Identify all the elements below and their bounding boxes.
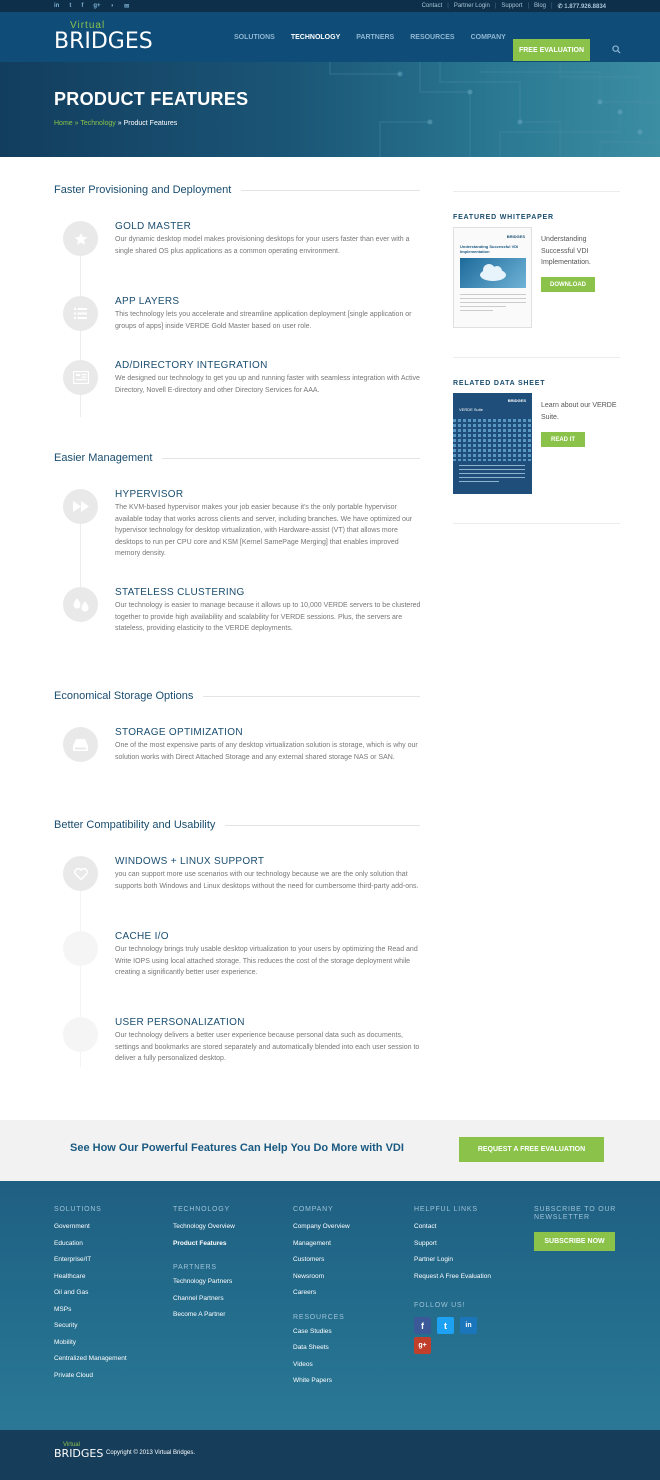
top-bar (0, 0, 660, 12)
footer-link[interactable]: Enterprise/IT (54, 1256, 92, 1263)
footer-link[interactable]: Technology Partners (173, 1278, 233, 1285)
footer-company (293, 1206, 350, 1390)
section-heading (54, 819, 420, 831)
divider (241, 190, 420, 191)
footer-heading: PARTNERS (173, 1264, 217, 1271)
footer-link[interactable]: Healthcare (54, 1272, 86, 1280)
feature-title: STORAGE OPTIMIZATION (115, 727, 243, 738)
request-evaluation-button[interactable]: REQUEST A FREE EVALUATION (459, 1137, 604, 1162)
footer-link[interactable]: Newsroom (293, 1272, 325, 1280)
twitter-icon[interactable]: t (69, 2, 72, 9)
footer-link[interactable]: Videos (293, 1360, 313, 1368)
footer-link[interactable]: Education (54, 1239, 83, 1247)
footer-link[interactable]: MSPs (54, 1305, 72, 1313)
nav-item-company[interactable]: COMPANY (470, 33, 506, 41)
separator: | (527, 3, 529, 9)
datasheet-thumbnail[interactable] (453, 393, 532, 494)
breadcrumb-separator: » (117, 120, 122, 127)
breadcrumb-current: Product Features (123, 120, 178, 127)
sidebar-divider (453, 357, 620, 358)
feature-title: AD/DIRECTORY INTEGRATION (115, 360, 268, 371)
phone-text: 1.877.926.8834 (564, 3, 606, 10)
thumb-brand: BRIDGES (507, 398, 526, 403)
phone-icon: ✆ (557, 3, 565, 10)
copyright-text: Copyright © 2013 Virtual Bridges. (106, 1450, 196, 1456)
search-icon[interactable] (612, 45, 621, 54)
page-hero (0, 62, 660, 157)
logo-top: Virtual (70, 20, 106, 31)
facebook-icon[interactable]: f (81, 2, 84, 9)
footer-technology (173, 1206, 235, 1324)
logo-bottom: BRIDGES (54, 29, 153, 54)
feature-description: One of the most expensive parts of any desktop virtualization solution is storage, which is why our solution works with Direct Attached Storage and any external shared storage NAS or SAN. (115, 742, 418, 761)
feature-description: Our technology delivers a better user experience because personal data such as documents, settings and bookmarks are stored separately and automatically blended into each user session to deliver a fully personalized desktop. (115, 1032, 420, 1063)
footer-link[interactable]: Partner Login (414, 1256, 454, 1263)
feature-description: Our technology is easier to manage because it allows up to 10,000 VERDE servers to be clustered together to provide high availability and scalability for VERDE sessions. Plus, the servers are stateless, providing elasticity to the VERDE deployments. (115, 602, 421, 633)
datasheet-description: Learn about our VERDE Suite. (541, 402, 617, 421)
footer-heading: SUBSCRIBE TO OUR NEWSLETTER (534, 1206, 617, 1221)
footer-link[interactable]: Careers (293, 1289, 317, 1296)
footer-link[interactable]: Customers (293, 1256, 325, 1263)
linkedin-icon[interactable]: in (460, 1317, 477, 1334)
site-logo[interactable] (54, 21, 153, 53)
feature-description: We designed our technology to get you up and running faster with seamless integration with Active Directory, Novell E-directory and other Directory Services for AAA. (115, 375, 420, 394)
footer-heading: TECHNOLOGY (173, 1206, 231, 1213)
directory-icon (63, 360, 98, 395)
page-title: PRODUCT FEATURES (54, 89, 249, 109)
free-evaluation-button[interactable]: FREE EVALUATION (513, 39, 590, 61)
separator: | (447, 3, 449, 9)
thumb-text-lines (460, 294, 526, 311)
thumb-text-lines (459, 465, 525, 482)
feature-title: HYPERVISOR (115, 489, 184, 500)
mail-icon[interactable]: ✉ (124, 3, 130, 10)
cta-text: See How Our Powerful Features Can Help You Do More with VDI (70, 1142, 404, 1154)
main-content (0, 157, 660, 1120)
social-links (54, 3, 129, 10)
footer-link[interactable]: Centralized Management (54, 1355, 127, 1362)
footer-link[interactable]: Company Overview (293, 1223, 350, 1230)
thumb-title: VERDE Suite (459, 407, 484, 412)
bottom-bar (0, 1430, 660, 1480)
footer-link[interactable]: Government (54, 1223, 90, 1230)
read-it-button[interactable]: READ IT (541, 432, 585, 447)
divider (162, 458, 420, 459)
nav-item-resources[interactable]: RESOURCES (410, 33, 455, 41)
partner-login-link[interactable]: Partner Login (453, 3, 490, 9)
site-footer (0, 1181, 660, 1430)
footer-solutions (54, 1206, 127, 1384)
star-icon (63, 221, 98, 256)
footer-heading: COMPANY (293, 1206, 334, 1213)
fast-forward-icon (63, 489, 98, 524)
thumb-image (460, 258, 526, 288)
breadcrumb (54, 120, 177, 127)
divider (203, 696, 420, 697)
related-datasheet-heading: RELATED DATA SHEET (453, 380, 546, 387)
cache-icon (63, 931, 98, 966)
feature-description: This technology lets you accelerate and streamline application deployment [single application or groups of apps] inside VERDE Gold Master based on user role. (115, 311, 412, 330)
twitter-icon[interactable]: t (437, 1317, 454, 1334)
top-links (422, 3, 606, 10)
nav-item-solutions[interactable]: SOLUTIONS (234, 33, 275, 41)
facebook-icon[interactable]: f (414, 1317, 431, 1334)
sidebar-divider (453, 191, 620, 192)
footer-heading: RESOURCES (293, 1313, 345, 1321)
footer-link[interactable]: Oil and Gas (54, 1289, 89, 1296)
thumb-pattern (453, 419, 532, 461)
feature-title: APP LAYERS (115, 296, 180, 307)
feature-title: USER PERSONALIZATION (115, 1017, 245, 1028)
feature-description: Our dynamic desktop model makes provisioning desktops for your users faster than ever with a single shared OS plus applications as a common operating environment. (115, 236, 410, 255)
user-icon (63, 1017, 98, 1052)
download-button[interactable]: DOWNLOAD (541, 277, 595, 292)
cloud-icon (460, 258, 526, 288)
footer-heading: SOLUTIONS (54, 1206, 102, 1213)
logo-top: Virtual (63, 1442, 80, 1448)
feature-title: CACHE I/O (115, 931, 169, 942)
footer-link[interactable]: Security (54, 1322, 78, 1329)
footer-link[interactable]: Technology Overview (173, 1223, 235, 1230)
footer-link-active[interactable]: Product Features (173, 1239, 227, 1247)
drive-icon (63, 727, 98, 762)
featured-whitepaper-heading: FEATURED WHITEPAPER (453, 214, 554, 221)
phone-number[interactable] (558, 3, 606, 10)
feature-description: you can support more use scenarios with our technology because we are the only solution that supports both Windows and Linux desktops without the need for cumbersome third-party add-ons. (115, 871, 419, 890)
breadcrumb-home[interactable]: Home (54, 120, 73, 127)
blog-link[interactable]: Blog (534, 3, 547, 9)
contact-link[interactable]: Contact (421, 3, 443, 9)
main-nav (234, 12, 506, 62)
thumb-brand: BRIDGES (506, 234, 525, 239)
footer-logo[interactable] (54, 1442, 103, 1459)
list-icon (63, 296, 98, 331)
footer-link[interactable]: Mobility (54, 1338, 77, 1346)
follow-us-heading: FOLLOW US! (414, 1302, 466, 1309)
breadcrumb-separator: » (74, 120, 79, 127)
feature-title: WINDOWS + LINUX SUPPORT (115, 856, 265, 867)
sidebar-divider (453, 523, 620, 524)
divider (225, 825, 420, 826)
nav-item-partners[interactable]: PARTNERS (356, 33, 395, 41)
footer-link[interactable]: Private Cloud (54, 1371, 94, 1379)
feature-description: Our technology brings truly usable desktop virtualization to your users by optimizing the Read and Write IOPS using local attached storage. This reduces the cost of the storage deployment while creating a significantly better user experience. (115, 946, 418, 977)
googleplus-icon[interactable]: g+ (93, 2, 101, 9)
support-link[interactable]: Support (501, 3, 523, 9)
feature-description: The KVM-based hypervisor makes your job easier because it's the only portable hypervisor available today that works across clients and server, including branches. We have optimized our hypervisor technology for desktop virtualization, with Hardware-assist (VT) that allows more desktops to run per CPU core and KSM [Kernel SamePage Merging] that enables improved memory density. (115, 504, 413, 558)
whitepaper-description: Understanding Successful VDI Implementation. (541, 236, 591, 266)
heart-icon (63, 856, 98, 891)
section-heading (54, 452, 420, 464)
footer-helpful-links (414, 1206, 491, 1285)
section-title: Better Compatibility and Usability (54, 819, 216, 831)
feature-title: GOLD MASTER (115, 221, 192, 232)
footer-heading: HELPFUL LINKS (414, 1206, 478, 1213)
separator: | (494, 3, 497, 9)
separator: | (551, 3, 553, 9)
linkedin-icon[interactable]: in (54, 2, 60, 9)
footer-link[interactable]: Channel Partners (173, 1294, 224, 1302)
logo-bottom: BRIDGES (54, 1447, 104, 1460)
footer-link[interactable]: Become A Partner (173, 1311, 226, 1318)
thumb-title: Understanding Successful VDI Implementation (460, 244, 519, 254)
googleplus-icon[interactable]: g+ (414, 1337, 431, 1354)
footer-newsletter (534, 1206, 620, 1227)
cta-band (0, 1120, 660, 1181)
footer-link[interactable]: Support (414, 1239, 437, 1247)
footer-link[interactable]: Management (293, 1239, 331, 1247)
section-title: Economical Storage Options (54, 690, 194, 702)
section-title: Faster Provisioning and Deployment (54, 184, 232, 196)
whitepaper-thumbnail[interactable] (453, 227, 532, 328)
breadcrumb-technology[interactable]: Technology (80, 120, 116, 127)
rss-icon[interactable]: ◗ (110, 2, 115, 9)
footer-link[interactable]: Contact (414, 1223, 437, 1230)
footer-link[interactable]: White Papers (293, 1377, 333, 1384)
nav-item-technology[interactable]: TECHNOLOGY (290, 33, 341, 41)
drops-icon (63, 587, 98, 622)
site-header (0, 12, 660, 62)
footer-link[interactable]: Request A Free Evaluation (414, 1272, 491, 1280)
section-title: Easier Management (54, 452, 153, 464)
section-heading (54, 184, 420, 196)
section-heading (54, 690, 420, 702)
feature-title: STATELESS CLUSTERING (115, 587, 245, 598)
footer-link[interactable]: Case Studies (293, 1327, 332, 1335)
subscribe-button[interactable]: SUBSCRIBE NOW (534, 1232, 615, 1251)
footer-link[interactable]: Data Sheets (293, 1344, 329, 1351)
